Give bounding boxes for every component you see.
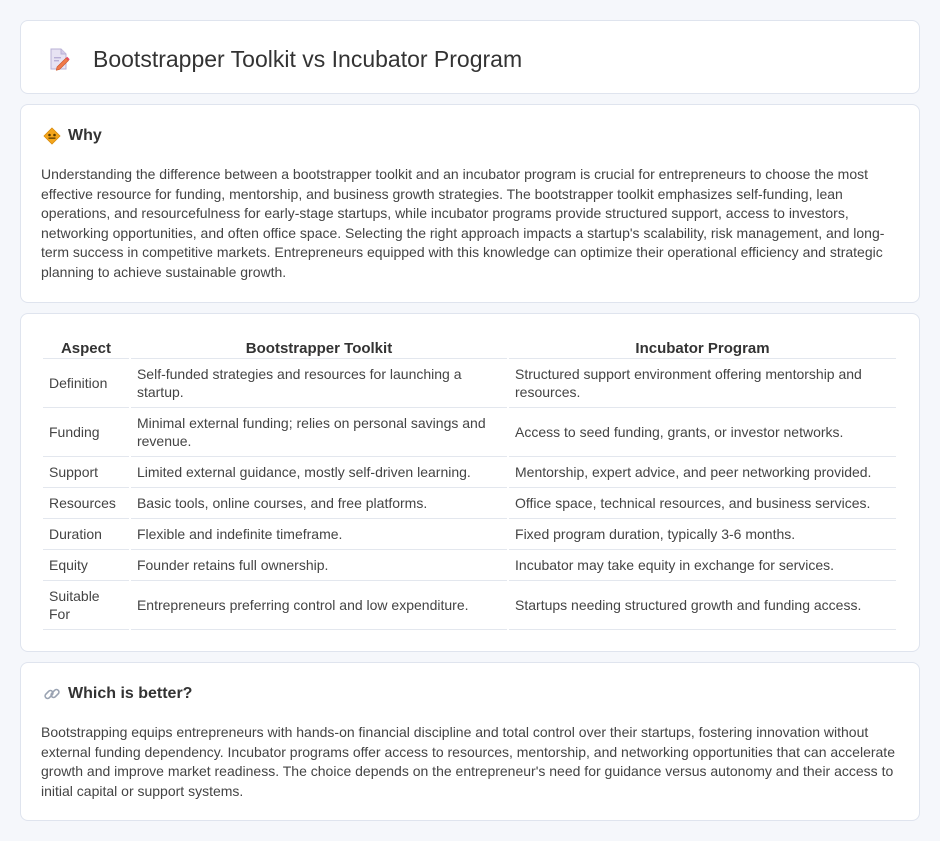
aspect-cell: Resources bbox=[43, 488, 129, 519]
table-row bbox=[43, 550, 896, 581]
comparison-table bbox=[41, 336, 898, 630]
incubator-cell: Fixed program duration, typically 3-6 months. bbox=[509, 519, 896, 550]
bootstrapper-cell: Basic tools, online courses, and free platforms. bbox=[131, 488, 507, 519]
why-section bbox=[20, 104, 920, 303]
better-title: Which is better? bbox=[68, 685, 193, 702]
aspect-cell: Equity bbox=[43, 550, 129, 581]
aspect-cell: Funding bbox=[43, 408, 129, 457]
table-header-row bbox=[43, 336, 896, 359]
header-card bbox=[20, 20, 920, 94]
incubator-cell: Incubator may take equity in exchange for services. bbox=[509, 550, 896, 581]
table-row bbox=[43, 359, 896, 408]
incubator-cell: Office space, technical resources, and business services. bbox=[509, 488, 896, 519]
why-text: Understanding the difference between a bootstrapper toolkit and an incubator program is crucial for entrepreneurs to choose the most effective resource for funding, mentorship, and business growth strategies. The bootstrapper toolkit emphasizes self-funding, lean operations, and resourcefulness for early-stage startups, while incubator programs provide structured support, access to investors, networking opportunities, and often office space. Selecting the right approach impacts a startup's scalability, risk management, and long-term success in competitive markets. Entrepreneurs equipped with this knowledge can optimize their operational efficiency and strategic planning to achieve sustainable growth. bbox=[41, 166, 885, 280]
bootstrapper-cell: Self-funded strategies and resources for launching a startup. bbox=[131, 359, 507, 408]
aspect-cell: Definition bbox=[43, 359, 129, 408]
aspect-cell: Duration bbox=[43, 519, 129, 550]
link-icon bbox=[43, 685, 61, 703]
better-heading bbox=[43, 685, 192, 703]
incubator-cell: Startups needing structured growth and funding access. bbox=[509, 581, 896, 630]
header-incubator: Incubator Program bbox=[509, 336, 896, 359]
comparison-section bbox=[20, 313, 920, 652]
aspect-cell: Suitable For bbox=[43, 581, 129, 630]
aspect-cell: Support bbox=[43, 457, 129, 488]
incubator-cell: Mentorship, expert advice, and peer networking provided. bbox=[509, 457, 896, 488]
bootstrapper-cell: Entrepreneurs preferring control and low expenditure. bbox=[131, 581, 507, 630]
table-row bbox=[43, 581, 896, 630]
table-row bbox=[43, 488, 896, 519]
page-title: Bootstrapper Toolkit vs Incubator Program bbox=[93, 46, 523, 72]
why-title: Why bbox=[68, 127, 102, 144]
bootstrapper-cell: Minimal external funding; relies on personal savings and revenue. bbox=[131, 408, 507, 457]
bootstrapper-cell: Founder retains full ownership. bbox=[131, 550, 507, 581]
table-row bbox=[43, 408, 896, 457]
why-heading bbox=[43, 127, 102, 145]
which-is-better-section bbox=[20, 662, 920, 821]
incubator-cell: Structured support environment offering mentorship and resources. bbox=[509, 359, 896, 408]
header-bootstrapper: Bootstrapper Toolkit bbox=[131, 336, 507, 359]
bootstrapper-cell: Limited external guidance, mostly self-driven learning. bbox=[131, 457, 507, 488]
diamond-sign-icon bbox=[43, 127, 61, 145]
incubator-cell: Access to seed funding, grants, or investor networks. bbox=[509, 408, 896, 457]
better-text: Bootstrapping equips entrepreneurs with hands-on financial discipline and total control over their startups, fostering innovation without external funding dependency. Incubator programs offer access to resources, mentorship, and networking opportunities that can accelerate growth and improve market readiness. The choice depends on the entrepreneur's need for guidance versus autonomy and their access to initial capital or support systems. bbox=[41, 724, 895, 799]
header-aspect: Aspect bbox=[43, 336, 129, 359]
bootstrapper-cell: Flexible and indefinite timeframe. bbox=[131, 519, 507, 550]
table-row bbox=[43, 519, 896, 550]
table-row bbox=[43, 457, 896, 488]
document-pencil-icon bbox=[47, 47, 71, 71]
